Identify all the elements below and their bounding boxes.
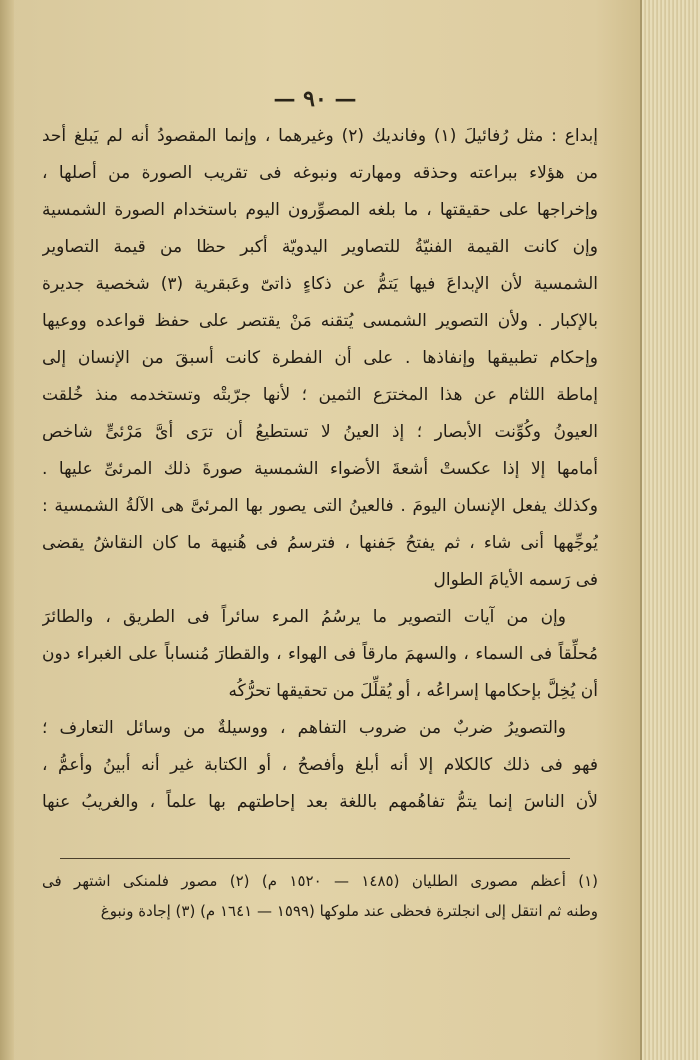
text-line: والتصويرُ ضربٌ من ضروب التفاهم ، ووسيلةٌ من وسائل التعارف ؛ bbox=[42, 718, 566, 738]
text-line: مُحلِّقاً فى السماء ، والسهمَ مارقاً فى الهواء ، والقطارَ مُنساباً على الغبراء دون bbox=[42, 644, 598, 664]
text-line: وإخراجها على حقيقتها ، ما بلغه المصوِّرون اليوم باستخدام الصورة الشمسية bbox=[42, 200, 598, 220]
body-text bbox=[42, 118, 598, 821]
text-line: وإن كانت القيمة الفنيّةُ للتصاوير اليدويّة أكبر حظا من قيمة التصاوير bbox=[42, 237, 598, 257]
page-gutter bbox=[0, 0, 14, 1060]
text-line: وإحكام تطبيقها وإنفاذها . على أن الفطرة كانت أسبقَ من الإنسان إلى bbox=[42, 348, 598, 368]
paragraph-2 bbox=[42, 599, 598, 710]
footnote-divider bbox=[60, 858, 570, 859]
footnote-line: وطنه ثم انتقل إلى انجلترة فحظى عند ملوكها (١٥٩٩ — ١٦٤١ م) (٣) إجادة ونبوغ bbox=[100, 902, 598, 920]
text-line: إماطة اللثام عن هذا المخترَع الثمين ؛ لأنها جرّبتْه وتستخدمه منذ خُلقت bbox=[42, 385, 598, 405]
text-line: أمامها إلا إذا عكستْ أشعةَ الأضواء الشمسية صورةَ ذلك المرئىِّ عليها . bbox=[42, 459, 598, 479]
page-edges bbox=[640, 0, 700, 1060]
paragraph-1 bbox=[42, 118, 598, 599]
footnote-line: (١) أعظم مصورى الطليان (١٤٨٥ — ١٥٢٠ م) (٢) مصور فلمنكى اشتهر فى bbox=[42, 872, 598, 890]
text-line: من هؤلاء ببراعته وحذقه ومهارته ونبوغه فى تقريب الصورة من أصلها ، bbox=[42, 163, 598, 183]
text-line: يُوجِّهها أنى شاء ، ثم يفتحُ جَفنها ، فترسمُ فى هُنيهة ما كان النقاشُ يقضى bbox=[42, 533, 598, 553]
text-line: فى رَسمه الأيامَ الطوال bbox=[433, 570, 598, 590]
text-line: لأن الناسَ إنما يتمُّ تفاهُمهم باللغة بعد إحاطتهم بها علماً ، والغريبُ عنها bbox=[42, 792, 598, 812]
text-line: وكذلك يفعل الإنسان اليومَ . فالعينُ التى يصور بها المرئىَّ هى الآلةُ الشمسية : bbox=[42, 496, 598, 516]
paragraph-3 bbox=[42, 710, 598, 821]
footnotes bbox=[42, 866, 598, 926]
page-number: — ٩٠ — bbox=[273, 86, 357, 112]
text-line: وإن من آيات التصوير ما يرسُمُ المرء سائراً فى الطريق ، والطائرَ bbox=[42, 607, 566, 627]
text-line: العيونُ وكُوِّنت الأبصار ؛ إذ العينُ لا تستطيعُ أن ترَى أىَّ مَرْئىٍّ شاخص bbox=[42, 422, 598, 442]
text-line: إبداع : مثل رُفائيلَ (١) وفانديك (٢) وغيرهما ، وإنما المقصودُ أنه لم يَبلغ أحد bbox=[42, 126, 598, 146]
text-line: بالإكبار . ولأن التصوير الشمسى يُتقنه مَنْ يقتصر على حفظ قواعده ووعيها bbox=[42, 311, 598, 331]
text-line: الشمسية لأن الإبداعَ فيها يَتمُّ عن ذكاءٍ ذاتىّ وعَبقرية (٣) شخصية جديرة bbox=[42, 274, 598, 294]
text-line: فهو فى ذلك كالكلام إلا أنه أبلغ وأفصحُ ، أو الكتابة غير أنه أبينُ وأعمُّ ، bbox=[42, 755, 598, 775]
text-line: أن يُخِلَّ بإحكامها إسراعُه ، أو يُقلِّلَ من تحقيقها تحرُّكُه bbox=[228, 681, 598, 701]
